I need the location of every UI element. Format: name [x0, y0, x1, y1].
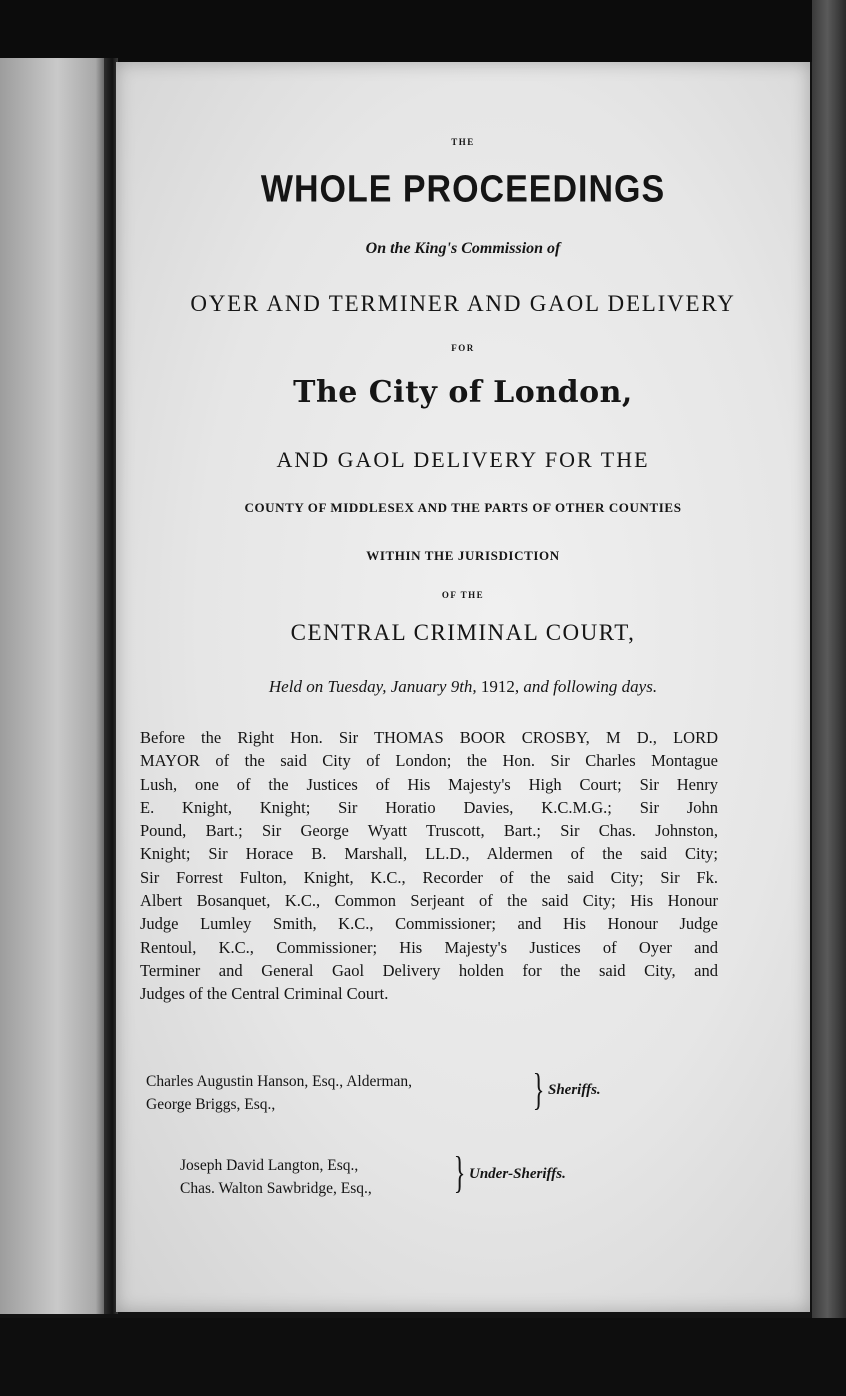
sheriff-name: Charles Augustin Hanson, Esq., Alderman, [146, 1073, 413, 1090]
commission-subtitle: On the King's Commission of [365, 240, 561, 257]
oyer-terminer-line: OYER AND TERMINER AND GAOL DELIVERY [190, 291, 736, 316]
county-line: COUNTY OF MIDDLESEX AND THE PARTS OF OTHER COUNTIES [244, 500, 682, 515]
sheriffs-brace: } [532, 1065, 545, 1114]
body-line: Sir Forrest Fulton, Knight, K.C., Recorder of the said City; Sir Fk. [140, 867, 718, 887]
session-date [116, 677, 810, 697]
body-line: Judge Lumley Smith, K.C., Commissioner; and His Honour Judge [140, 914, 718, 934]
sheriffs-label: Sheriffs. [548, 1082, 601, 1098]
held-year: 1912, [480, 677, 520, 696]
body-line: Judges of the Central Criminal Court. [140, 984, 389, 1004]
city-of-london-line: The City of London, [293, 375, 633, 410]
heading-the: THE [451, 137, 475, 147]
of-the-line: OF THE [441, 590, 485, 600]
body-line: E. Knight, Knight; Sir Horatio Davies, K.C.M.G.; Sir John [140, 797, 718, 817]
scan-right-edge [812, 0, 846, 1396]
jurisdiction-line: WITHIN THE JURISDICTION [366, 548, 560, 563]
under-sheriffs-label: Under-Sheriffs. [469, 1166, 566, 1182]
body-line: Lush, one of the Justices of His Majesty's High Court; Sir Henry [140, 774, 718, 794]
court-name: CENTRAL CRIMINAL COURT, [290, 620, 636, 645]
under-sheriff-name: Chas. Walton Sawbridge, Esq., [180, 1180, 372, 1197]
body-line: Rentoul, K.C., Commissioner; His Majesty's Justices of Oyer and [140, 937, 718, 957]
justices-paragraph [140, 726, 718, 1006]
body-line: Before the Right Hon. Sir THOMAS BOOR CROSBY, M D., LORD [140, 728, 718, 747]
body-line: MAYOR of the said City of London; the Hon. Sir Charles Montague [140, 751, 718, 771]
for-line: FOR [451, 343, 475, 353]
held-date-text: Held on Tuesday, January 9th, [268, 677, 477, 696]
held-following: and following days. [523, 677, 658, 696]
body-line: Pound, Bart.; Sir George Wyatt Truscott, Bart.; Sir Chas. Johnston, [140, 821, 718, 841]
title-page [116, 62, 810, 1312]
sheriff-name: George Briggs, Esq., [146, 1096, 276, 1113]
gaol-delivery-line: AND GAOL DELIVERY FOR THE [276, 447, 650, 472]
body-line: Knight; Sir Horace B. Marshall, LL.D., Aldermen of the said City; [140, 844, 718, 864]
body-line: Terminer and General Gaol Delivery holden for the said City, and [140, 960, 718, 980]
body-line: Albert Bosanquet, K.C., Common Serjeant of the said City; His Honour [140, 891, 718, 911]
scan-top-border [0, 0, 846, 62]
under-sheriffs-list [180, 1154, 372, 1200]
under-sheriffs-brace: } [453, 1148, 466, 1197]
scan-bottom-border [0, 1318, 846, 1396]
page-title: WHOLE PROCEEDINGS [260, 167, 666, 211]
left-facing-page [0, 58, 104, 1314]
sheriffs-list [146, 1070, 412, 1116]
under-sheriff-name: Joseph David Langton, Esq., [180, 1157, 359, 1174]
